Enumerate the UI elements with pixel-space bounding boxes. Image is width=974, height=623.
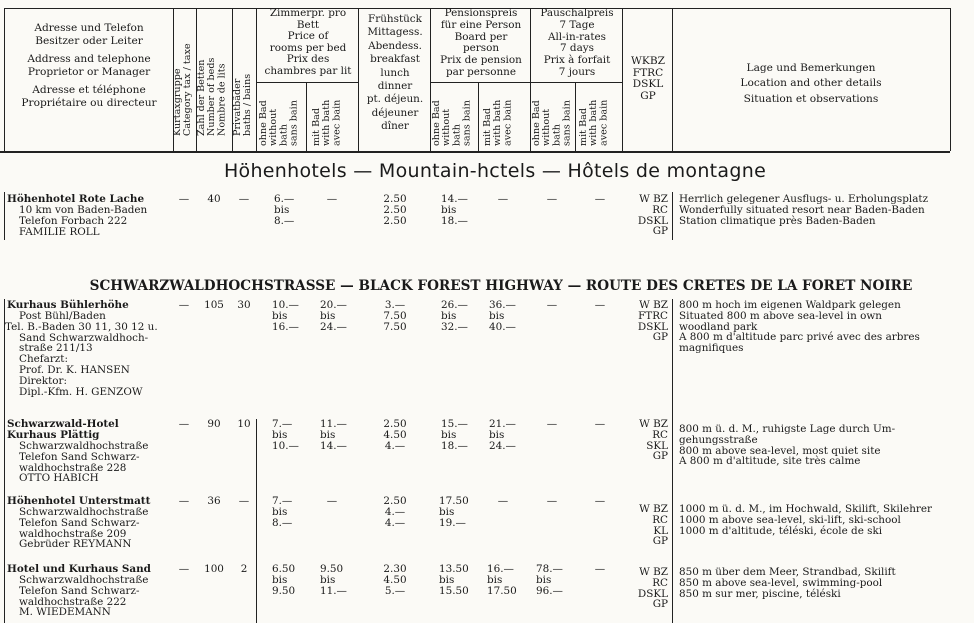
baths-cell: 10: [237, 418, 251, 430]
meals-cell: 2.50 2.50 2.50: [383, 193, 407, 227]
section-title-mountain: Höhenhotels — Mountain-hctels — Hôtels de montagne: [223, 160, 767, 182]
baths-cell: 2: [240, 563, 248, 575]
header-room-price: Zimmerpr. pro Bett Price of rooms per bed Prix des chambres par lit: [264, 7, 352, 77]
header-category: Kurtaxgruppe Category tax / taxe: [172, 43, 194, 136]
category-cell: —: [178, 193, 190, 205]
pension-without-cell: 17.50 bis 19.—: [439, 495, 469, 529]
flat-without-cell: 78.— bis 96.—: [536, 563, 563, 597]
codes-cell: W BZ RC DSKL GP: [637, 566, 668, 611]
header-address: Adresse und Telefon Besitzer oder Leiter Address and telephone Proprietor or Manager Adresse et téléphone Propriétaire ou directeur: [21, 22, 157, 109]
flat-with-cell: —: [594, 193, 606, 205]
hotel-name: Hotel und Kurhaus Sand: [7, 563, 151, 575]
room-with-cell: —: [326, 495, 338, 507]
body-col-sep: [256, 419, 257, 623]
hotel-name: Höhenhotel Rote Lache: [7, 193, 145, 205]
hotel-address: Schwarzwaldhochstraße Telefon Sand Schwarz- waldhochstraße 228 OTTO HABICH: [19, 440, 149, 485]
flat-with-cell: —: [594, 299, 606, 311]
details-cell: 800 m ü. d. M., ruhigste Lage durch Um- gehungsstraße 800 m above sea-level, most quiet site A 800 m d'altitude, site très calme: [679, 423, 896, 468]
sub-col-sep: [575, 82, 576, 151]
room-without-cell: 6.50 bis 9.50: [272, 563, 296, 597]
header-private-baths: Privatbäder baths / bains: [232, 73, 254, 136]
pension-with-cell: 21.— bis 24.—: [489, 418, 516, 452]
room-with-cell: 11.— bis 14.—: [320, 418, 347, 452]
pension-with-cell: —: [497, 495, 509, 507]
header-pension: Pensionspreis für eine Person Board per person Prix de pension par personne: [440, 7, 522, 78]
header-location: Lage und Bemerkungen Location and other details Situation et observations: [740, 62, 882, 105]
details-cell: 850 m über dem Meer, Strandbad, Skilift 850 m above sea-level, swimming-pool 850 m sur mer, piscine, téléski: [679, 566, 896, 600]
pension-without-cell: 14.— bis 18.—: [441, 193, 468, 227]
flat-with-cell: —: [594, 563, 606, 575]
beds-cell: 36: [207, 495, 221, 507]
pension-with-cell: 36.— bis 40.—: [489, 299, 516, 333]
codes-cell: W BZ RC DSKL GP: [637, 193, 668, 238]
hotel-address: 10 km von Baden-Baden Telefon Forbach 222 FAMILIE ROLL: [19, 204, 148, 238]
col-sep: [256, 8, 257, 151]
meals-cell: 2.30 4.50 5.—: [383, 563, 407, 597]
sub-rule: [430, 82, 530, 83]
category-cell: —: [178, 495, 190, 507]
room-without-cell: 6.— bis 8.—: [274, 193, 295, 227]
col-sep: [4, 8, 5, 151]
beds-cell: 105: [204, 299, 224, 311]
meals-cell: 3.— 7.50 7.50: [383, 299, 407, 333]
header-bottom-rule: [0, 151, 950, 153]
hotel-address: Schwarzwaldhochstraße Telefon Sand Schwarz- waldhochstraße 222 M. WIEDEMANN: [19, 574, 149, 619]
beds-cell: 100: [204, 563, 224, 575]
sub-col-sep: [478, 82, 479, 151]
flat-with-cell: —: [594, 495, 606, 507]
header-codes: WKBZ FTRC DSKL GP: [631, 55, 665, 102]
pension-without-cell: 13.50 bis 15.50: [439, 563, 469, 597]
header-pension-with-bath: mit Bad with bath avec bain: [482, 99, 514, 146]
pension-with-cell: 16.— bis 17.50: [487, 563, 517, 597]
beds-cell: 90: [207, 418, 221, 430]
room-with-cell: 20.— bis 24.—: [320, 299, 347, 333]
codes-cell: W BZ RC KL GP: [639, 503, 668, 548]
room-without-cell: 7.— bis 8.—: [272, 495, 293, 529]
meals-cell: 2.50 4.50 4.—: [383, 418, 407, 452]
pension-without-cell: 26.— bis 32.—: [441, 299, 468, 333]
category-cell: —: [178, 418, 190, 430]
baths-cell: 30: [237, 299, 251, 311]
hotel-address: Schwarzwaldhochstraße Telefon Sand Schwarz- waldhochstraße 209 Gebrüder REYMANN: [19, 506, 149, 551]
details-cell: 1000 m ü. d. M., im Hochwald, Skilift, Skilehrer 1000 m above sea-level, ski-lift, ski-school 1000 m d'altitude, téléski, école de ski: [679, 503, 932, 537]
flat-with-cell: —: [594, 418, 606, 430]
header-room-without-bath: ohne Bad without bath sans bain: [258, 100, 300, 146]
baths-cell: —: [238, 193, 250, 205]
section-title-highway: SCHWARZWALDHOCHSTRASSE — BLACK FOREST HIGHWAY — ROUTE DES CRETES DE LA FORET NOIRE: [89, 278, 913, 294]
body-col-sep: [672, 192, 673, 240]
flat-without-cell: —: [546, 418, 558, 430]
pension-without-cell: 15.— bis 18.—: [441, 418, 468, 452]
header-meals: Frühstück Mittagess. Abendess. breakfast lunch dinner pt. déjeun. déjeuner dîner: [366, 13, 424, 133]
header-flat-with-bath: mit Bad with bath avec bain: [578, 99, 610, 146]
hotel-name: Kurhaus Bühlerhöhe: [7, 299, 129, 311]
details-cell: 800 m hoch im eigenen Waldpark gelegen Situated 800 m above sea-level in own woodland park A 800 m d'altitude parc privé avec des arbres magnifiques: [679, 299, 920, 355]
header-room-with-bath: mit Bad with bath avec bain: [311, 99, 343, 146]
flat-without-cell: —: [546, 495, 558, 507]
flat-without-cell: —: [546, 193, 558, 205]
hotel-address: Post Bühl/Baden Tel. B.-Baden 30 11, 30 12 u. Sand Schwarzwaldhoch- straße 211/13 Chefarzt: Prof. Dr. K. HANSEN Direktor: Dipl.-Kfm. H. GENZOW: [5, 310, 158, 398]
beds-cell: 40: [207, 193, 221, 205]
sub-rule: [256, 82, 358, 83]
room-without-cell: 7.— bis 10.—: [272, 418, 299, 452]
codes-cell: W BZ RC SKL GP: [639, 418, 668, 463]
hotel-name: Höhenhotel Unterstmatt: [7, 495, 151, 507]
header-pension-without-bath: ohne Bad without bath sans bain: [431, 100, 473, 146]
sub-rule: [530, 82, 622, 83]
body-col-sep: [672, 299, 673, 623]
col-sep: [950, 8, 951, 151]
header-flat-rate: Pauschalpreis 7 Tage All-in-rates 7 days Prix à forfait 7 jours: [540, 7, 614, 78]
baths-cell: —: [238, 495, 250, 507]
header-beds: Zahl der Betten Number of beds Nombre de lits: [196, 57, 228, 136]
hotel-name: Schwarzwald-Hotel Kurhaus Plättig: [7, 418, 119, 441]
meals-cell: 2.50 4.— 4.—: [383, 495, 407, 529]
room-with-cell: —: [326, 193, 338, 205]
codes-cell: W BZ FTRC DSKL GP: [637, 299, 668, 344]
pension-with-cell: —: [497, 193, 509, 205]
sub-col-sep: [306, 82, 307, 151]
details-cell: Herrlich gelegener Ausflugs- u. Erholungsplatz Wonderfully situated resort near Baden-Baden Station climatique près Baden-Baden: [679, 193, 929, 227]
category-cell: —: [178, 299, 190, 311]
category-cell: —: [178, 563, 190, 575]
room-with-cell: 9.50 bis 11.—: [320, 563, 347, 597]
flat-without-cell: —: [546, 299, 558, 311]
room-without-cell: 10.— bis 16.—: [272, 299, 299, 333]
header-flat-without-bath: ohne Bad without bath sans bain: [531, 100, 573, 146]
